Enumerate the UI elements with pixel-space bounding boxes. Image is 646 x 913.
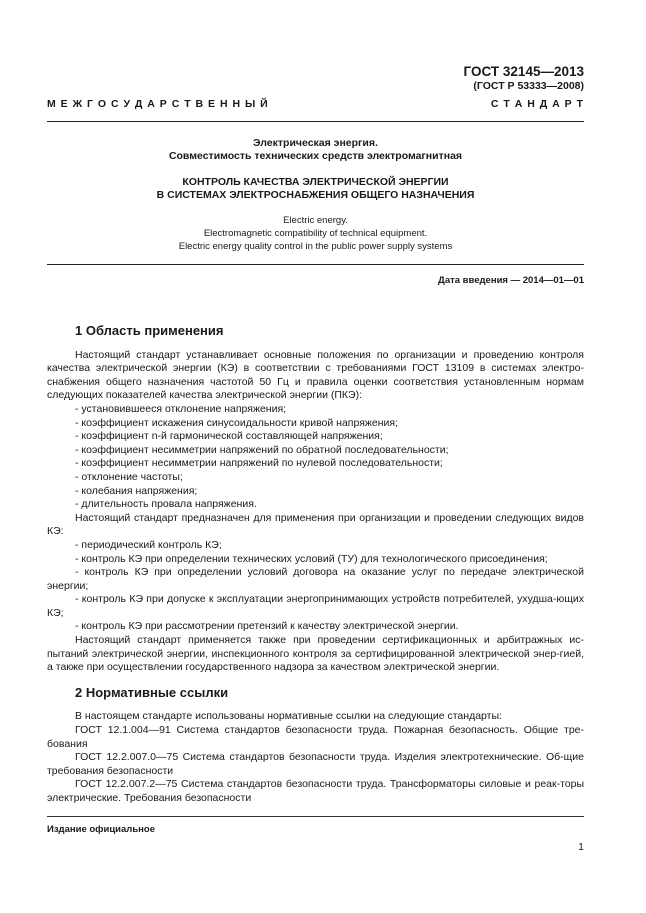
list-item: - установившееся отклонение напряжения; bbox=[75, 402, 287, 415]
gost-code: ГОСТ 32145—2013 bbox=[463, 64, 584, 79]
title-en-line: Electromagnetic compatibility of technical equipment. bbox=[203, 228, 428, 239]
reference-item: ГОСТ 12.2.007.2—75 Система стандартов безопасности труда. Трансформаторы силовые и реак-торы электрические. Требования безопасности bbox=[47, 778, 584, 804]
list-item: - периодический контроль КЭ; bbox=[75, 538, 222, 551]
footer-divider bbox=[47, 816, 584, 817]
document-body bbox=[47, 324, 584, 806]
list-item: - контроль КЭ при допуске к эксплуатации энергопринимающих устройств потребителей, ухудша-ющих КЭ; bbox=[47, 593, 584, 619]
list-item: - отклонение частоты; bbox=[75, 470, 183, 483]
title-en-line: Electric energy quality control in the public power supply systems bbox=[178, 241, 453, 252]
paragraph: В настоящем стандарте использованы нормативные ссылки на следующие стандарты: bbox=[75, 710, 502, 723]
title-block bbox=[47, 137, 584, 253]
title-ru-main-line: В СИСТЕМАХ ЭЛЕКТРОСНАБЖЕНИЯ ОБЩЕГО НАЗНАЧЕНИЯ bbox=[156, 189, 475, 201]
standard-banner bbox=[47, 98, 584, 110]
paragraph: Настоящий стандарт применяется также при проведении сертификационных и арбитражных ис-пытаний электрической энергии, инспекционного контроля за сертифицированной электрической энер-гией, а также при осуществлении государственного надзора за качеством электрической энергии. bbox=[47, 634, 584, 674]
title-ru-sub bbox=[47, 137, 584, 163]
title-en bbox=[47, 214, 584, 253]
reference-item: ГОСТ 12.1.004—91 Система стандартов безопасности труда. Пожарная безопасность. Общие тре-бования bbox=[47, 724, 584, 750]
paragraph: Настоящий стандарт предназначен для применения при организации и проведении следующих видов КЭ: bbox=[47, 511, 584, 538]
list-item: - коэффициент n-й гармонической составляющей напряжения; bbox=[75, 430, 383, 443]
section-heading: 1 Область применения bbox=[75, 323, 224, 338]
edition-label: Издание официальное bbox=[47, 824, 155, 835]
header-divider bbox=[47, 121, 584, 122]
page-number: 1 bbox=[578, 841, 584, 853]
paragraph: Настоящий стандарт устанавливает основные положения по организации и проведению контроля качества электрической энергии (КЭ) в соответствии с требованиями ГОСТ 13109 в системах электро-снабжения общего назначения частотой 50 Гц и правила оценки соответствия установленным нормам следующих показателей качества электрической энергии (ПКЭ): bbox=[47, 348, 584, 402]
gost-code-alt: (ГОСТ Р 53333—2008) bbox=[473, 80, 584, 92]
title-ru-main bbox=[47, 176, 584, 202]
section-heading: 2 Нормативные ссылки bbox=[75, 684, 229, 700]
title-ru-main-line: КОНТРОЛЬ КАЧЕСТВА ЭЛЕКТРИЧЕСКОЙ ЭНЕРГИИ bbox=[182, 176, 449, 188]
title-ru-sub-line: Совместимость технических средств электромагнитная bbox=[168, 150, 463, 162]
list-item: - длительность провала напряжения. bbox=[75, 498, 257, 511]
banner-word-standard: С Т А Н Д А Р Т bbox=[490, 98, 584, 110]
list-item: - контроль КЭ при определении условий договора на оказание услуг по передаче электрической энергии; bbox=[47, 566, 584, 592]
title-en-line: Electric energy. bbox=[283, 215, 348, 226]
gost-code-block bbox=[464, 64, 584, 94]
list-item: - коэффициент искажения синусоидальности кривой напряжения; bbox=[75, 416, 399, 429]
reference-item: ГОСТ 12.2.007.0—75 Система стандартов безопасности труда. Изделия электротехнические. Об-щие требования безопасности bbox=[47, 751, 584, 777]
list-item: - коэффициент несимметрии напряжений по нулевой последовательности; bbox=[75, 457, 443, 470]
list-item: - контроль КЭ при рассмотрении претензий к качеству электрической энергии. bbox=[75, 620, 459, 633]
list-item: - колебания напряжения; bbox=[75, 484, 198, 497]
list-item: - контроль КЭ при определении технических условий (ТУ) для технологического присоединения; bbox=[75, 552, 548, 565]
title-ru-sub-line: Электрическая энергия. bbox=[253, 137, 378, 149]
list-item: - коэффициент несимметрии напряжений по обратной последовательности; bbox=[75, 443, 449, 456]
intro-date: Дата введения — 2014—01—01 bbox=[438, 275, 584, 286]
banner-word-interstate: М Е Ж Г О С У Д А Р С Т В Е Н Н Ы Й bbox=[47, 98, 269, 110]
title-divider bbox=[47, 264, 584, 265]
